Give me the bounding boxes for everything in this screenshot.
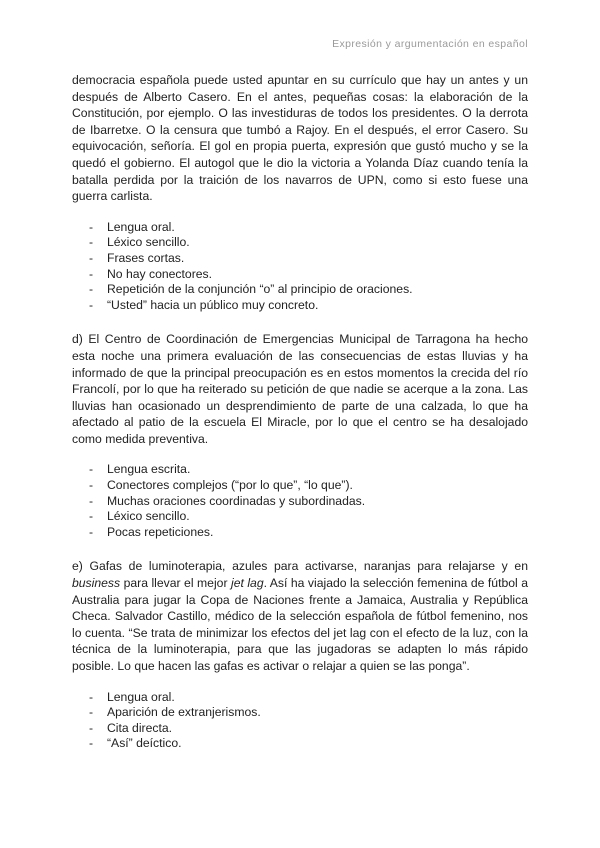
foreign-term-business: business: [72, 576, 121, 591]
list-item: - Lengua escrita.: [72, 462, 528, 478]
paragraph-luminoterapia: [72, 558, 528, 674]
foreign-term-jet-lag: jet lag: [230, 576, 264, 591]
feature-list-3: [72, 690, 528, 752]
list-item: - Muchas oraciones coordinadas y subordinadas.: [72, 494, 528, 510]
paragraph-text: e) Gafas de luminoterapia, azules para activarse, naranjas para relajarse y en: [72, 559, 528, 574]
list-item: - Cita directa.: [72, 721, 528, 737]
paragraph-casero: democracia española puede usted apuntar en su currículo que hay un antes y un después de Alberto Casero. En el antes, pequeñas cosas: la elaboración de la Constitución, por ejemplo. O las investiduras de todos los presidentes. O la derrota de Ibarretxe. O la censura que tumbó a Rajoy. En el después, el error Casero. Su equivocación, señoría. El gol en propia puerta, expresión que gustó mucho y se la quedó el gobierno. El autogol que le dio la victoria a Yolanda Díaz cuando tenía la batalla perdida por la traición de los navarros de UPN, como si esto fuese una guerra carlista.: [72, 73, 528, 204]
feature-list-2: [72, 462, 528, 540]
page-header: Expresión y argumentación en español: [332, 38, 528, 50]
list-item: - Conectores complejos (“por lo que”, “lo que”).: [72, 478, 528, 494]
list-item: - Léxico sencillo.: [72, 235, 528, 251]
paragraph-text: para llevar el mejor: [120, 576, 231, 591]
list-item: - “Usted” hacia un público muy concreto.: [72, 298, 528, 314]
list-item: - “Así” deíctico.: [72, 736, 528, 752]
list-item: - Lengua oral.: [72, 220, 528, 236]
feature-list-1: [72, 220, 528, 314]
page-content: [72, 72, 528, 752]
list-item: - Lengua oral.: [72, 690, 528, 706]
paragraph-tarragona: d) El Centro de Coordinación de Emergencias Municipal de Tarragona ha hecho esta noche una primera evaluación de las consecuencias de estas lluvias y ha informado de que la principal preocupación es en estos momentos la crecida del río Francolí, por lo que ha reiterado su petición de que nadie se acerque a la zona. Las lluvias han ocasionado un desprendimiento de parte de una calzada, lo que ha afectado al patio de la escuela El Miracle, por lo que el centro se ha desalojado como medida preventiva.: [72, 332, 528, 446]
list-item: - Pocas repeticiones.: [72, 525, 528, 541]
list-item: - Aparición de extranjerismos.: [72, 705, 528, 721]
list-item: - Frases cortas.: [72, 251, 528, 267]
list-item: - No hay conectores.: [72, 267, 528, 283]
list-item: - Léxico sencillo.: [72, 509, 528, 525]
paragraph-text: . Así ha viajado la selección femenina de fútbol a Australia para jugar la Copa de Naciones frente a Jamaica, Australia y República Checa. Salvador Castillo, médico de la selección española de fútbol femenino, nos lo cuenta. “Se trata de minimizar los efectos del jet lag con el efecto de la luz, con la técnica de la luminoterapia, para que las jugadoras se adapten lo más rápido posible. Lo que hacen las gafas es activar o relajar a quien se las ponga”.: [72, 576, 528, 673]
list-item: - Repetición de la conjunción “o” al principio de oraciones.: [72, 282, 528, 298]
